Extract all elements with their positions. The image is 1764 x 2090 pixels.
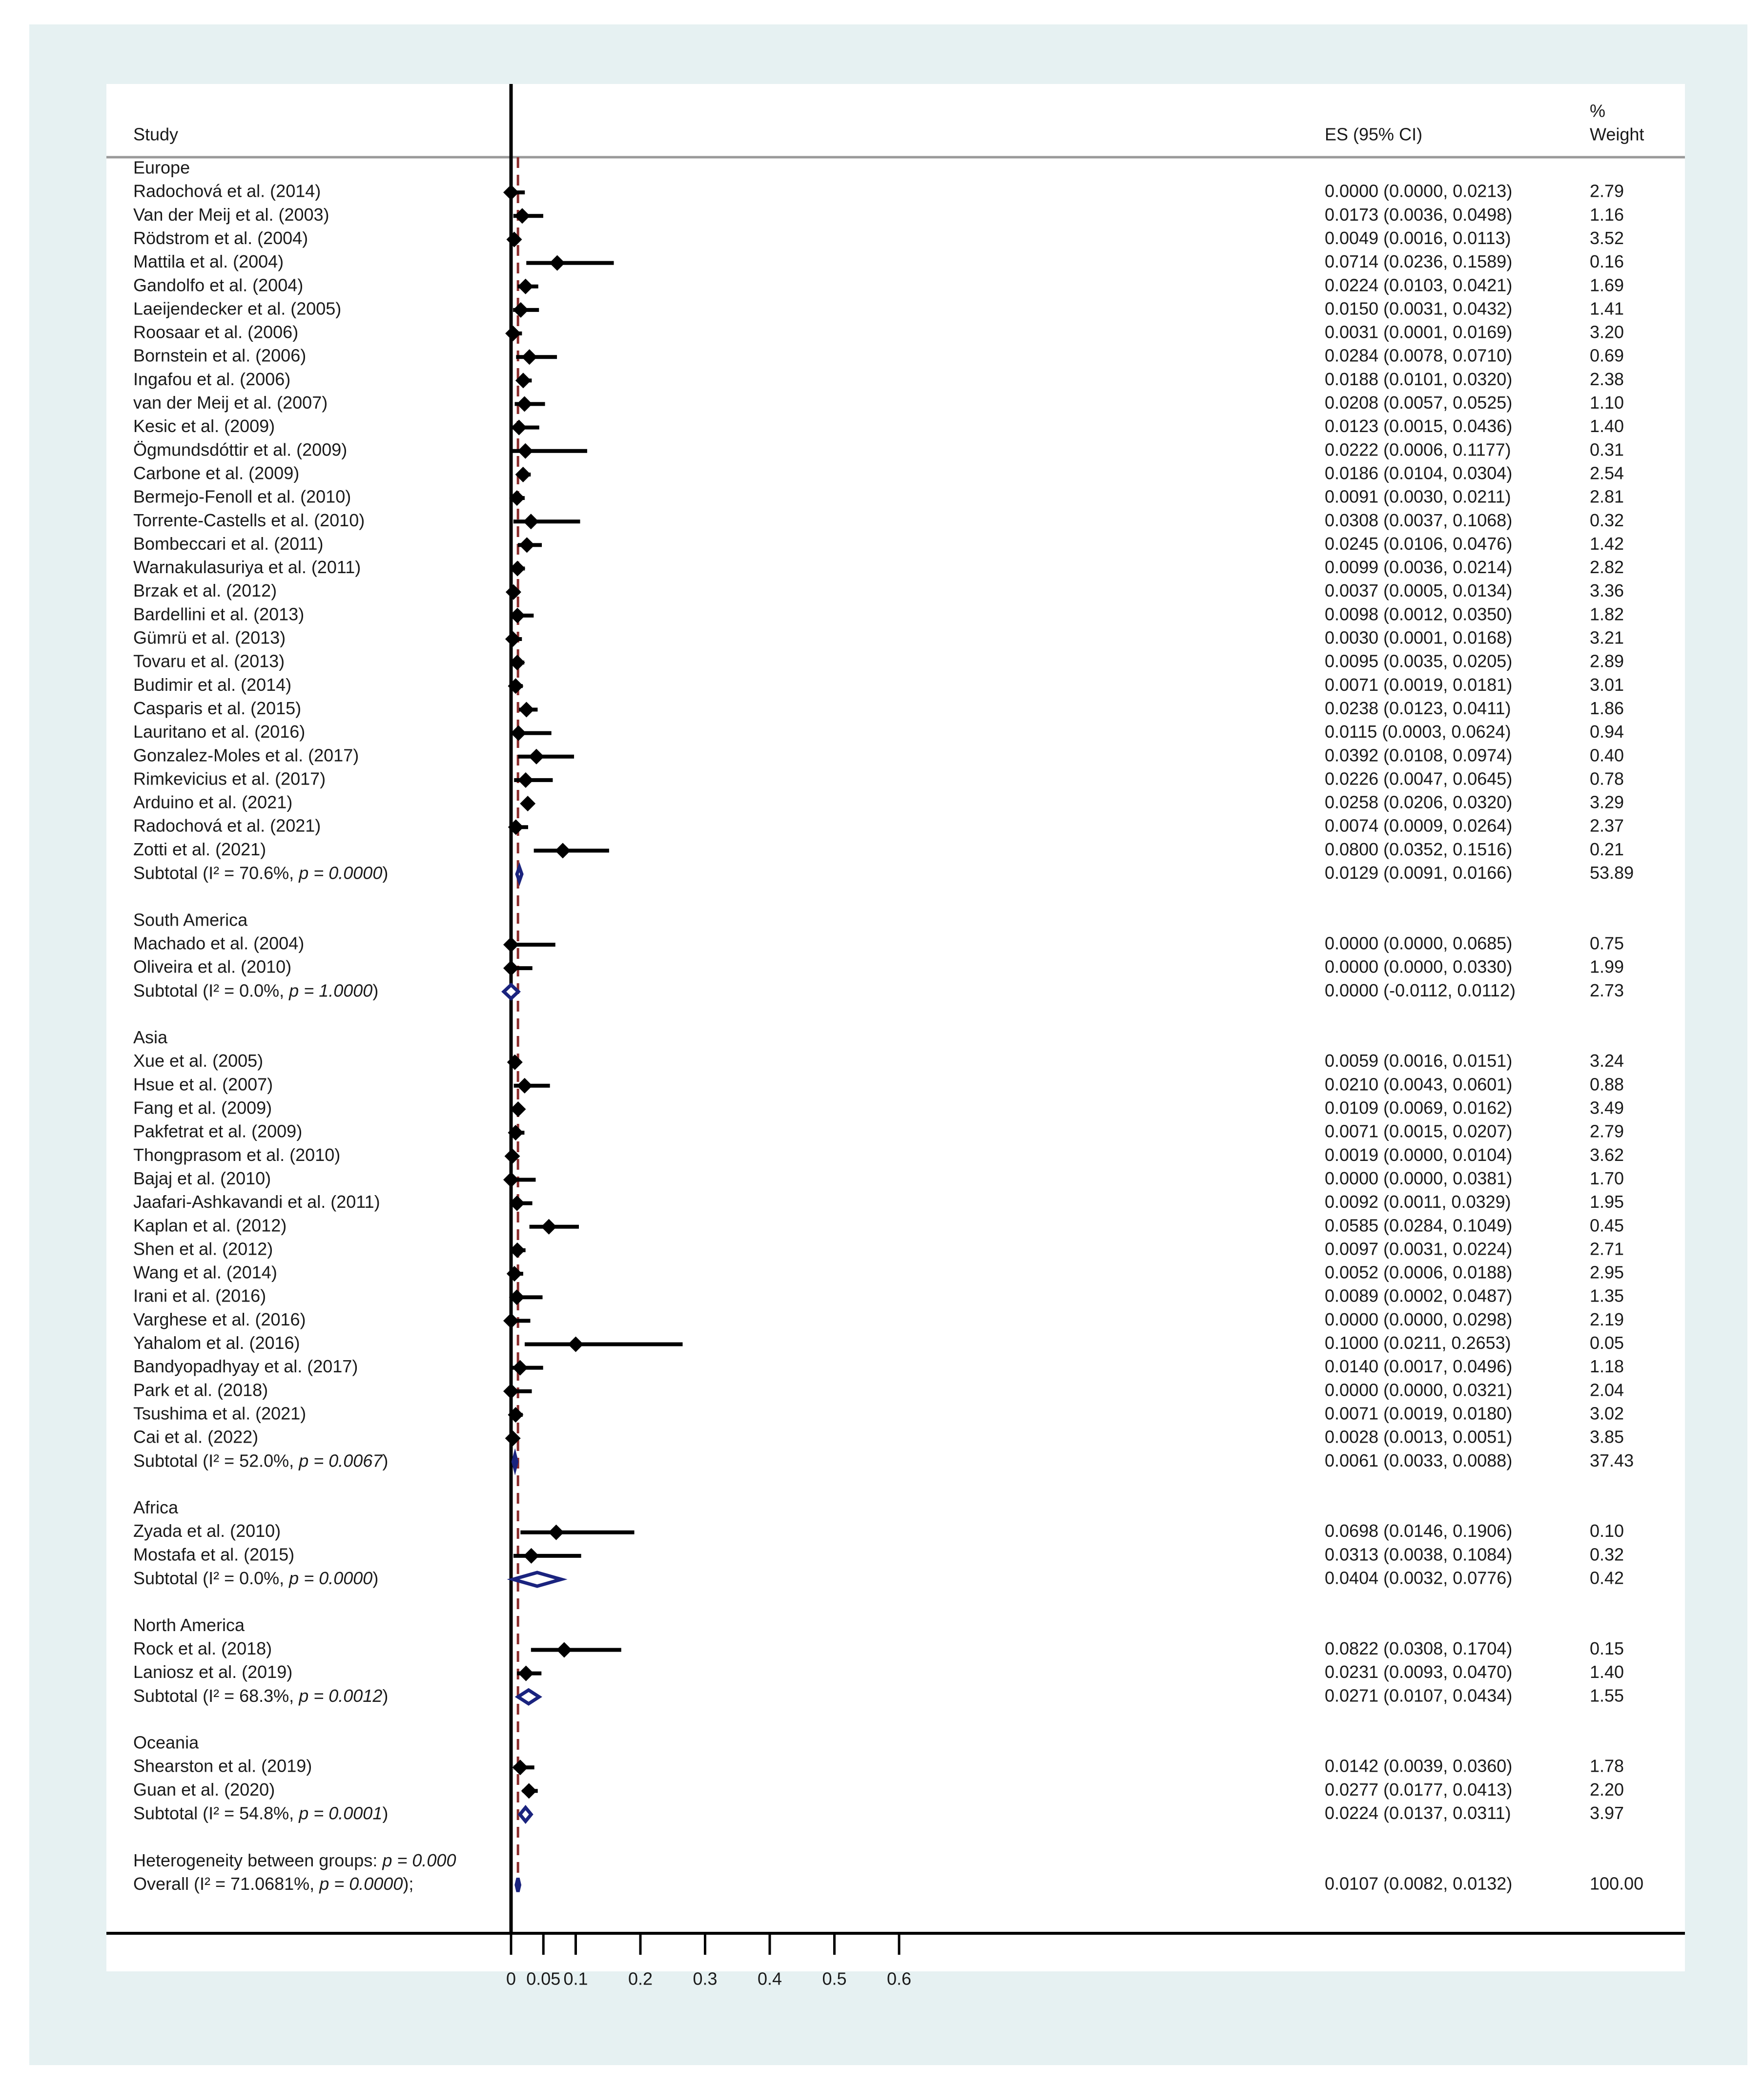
- study-es-ci: 0.0059 (0.0016, 0.0151): [1325, 1051, 1513, 1071]
- study-label: Jaafari-Ashkavandi et al. (2011): [133, 1192, 380, 1212]
- study-label: Yahalom et al. (2016): [133, 1333, 300, 1353]
- study-label: Fang et al. (2009): [133, 1097, 272, 1118]
- study-es-ci: 0.1000 (0.0211, 0.2653): [1325, 1333, 1511, 1353]
- study-label: Torrente-Castells et al. (2010): [133, 510, 365, 530]
- study-es-ci: 0.0099 (0.0036, 0.0214): [1325, 557, 1513, 578]
- study-label: Shen et al. (2012): [133, 1239, 273, 1259]
- subtotal-weight-0: 53.89: [1590, 863, 1634, 883]
- study-weight: 1.35: [1590, 1285, 1624, 1306]
- study-es-ci: 0.0208 (0.0057, 0.0525): [1325, 393, 1513, 413]
- study-es-ci: 0.0092 (0.0011, 0.0329): [1325, 1192, 1511, 1212]
- study-es-ci: 0.0224 (0.0103, 0.0421): [1325, 275, 1513, 295]
- x-tick-label-5: 0.4: [757, 1968, 782, 1989]
- study-weight: 3.20: [1590, 322, 1624, 342]
- study-label: Ögmundsdóttir et al. (2009): [133, 439, 348, 460]
- subtotal-es-ci-1: 0.0000 (-0.0112, 0.0112): [1325, 980, 1516, 1000]
- x-tick-label-3: 0.2: [628, 1968, 653, 1989]
- study-es-ci: 0.0284 (0.0078, 0.0710): [1325, 345, 1513, 366]
- study-weight: 1.99: [1590, 956, 1624, 977]
- study-weight: 3.85: [1590, 1427, 1624, 1447]
- study-label: van der Meij et al. (2007): [133, 393, 328, 413]
- study-label: Bardellini et al. (2013): [133, 604, 305, 624]
- study-es-ci: 0.0258 (0.0206, 0.0320): [1325, 792, 1513, 812]
- study-es-ci: 0.0031 (0.0001, 0.0169): [1325, 322, 1513, 342]
- study-weight: 2.37: [1590, 815, 1624, 836]
- study-es-ci: 0.0000 (0.0000, 0.0321): [1325, 1380, 1513, 1400]
- study-weight: 0.78: [1590, 768, 1624, 789]
- study-weight: 1.40: [1590, 1662, 1624, 1682]
- study-weight: 1.40: [1590, 416, 1624, 436]
- study-es-ci: 0.0074 (0.0009, 0.0264): [1325, 815, 1513, 836]
- study-weight: 3.49: [1590, 1097, 1624, 1118]
- overall-weight: 100.00: [1590, 1873, 1644, 1894]
- study-column-header: Study: [133, 124, 179, 145]
- study-label: Xue et al. (2005): [133, 1051, 264, 1071]
- study-weight: 3.29: [1590, 792, 1624, 812]
- subtotal-diamond-2: [513, 1455, 516, 1469]
- study-weight: 1.10: [1590, 393, 1624, 413]
- subtotal-weight-2: 37.43: [1590, 1450, 1634, 1470]
- study-label: Thongprasom et al. (2010): [133, 1144, 341, 1165]
- study-label: Shearston et al. (2019): [133, 1756, 312, 1776]
- study-weight: 0.45: [1590, 1215, 1624, 1236]
- subtotal-label-4: Subtotal (I² = 68.3%, p = 0.0012): [133, 1685, 389, 1706]
- study-label: Mostafa et al. (2015): [133, 1544, 295, 1565]
- x-tick-label-1: 0.05: [526, 1968, 561, 1989]
- study-label: Mattila et al. (2004): [133, 251, 284, 272]
- study-label: Hsue et al. (2007): [133, 1074, 273, 1095]
- study-es-ci: 0.0028 (0.0013, 0.0051): [1325, 1427, 1513, 1447]
- study-label: Arduino et al. (2021): [133, 792, 293, 812]
- subtotal-weight-3: 0.42: [1590, 1568, 1624, 1588]
- study-label: Tovaru et al. (2013): [133, 651, 285, 671]
- study-weight: 1.78: [1590, 1756, 1624, 1776]
- study-weight: 3.21: [1590, 627, 1624, 648]
- study-es-ci: 0.0222 (0.0006, 0.1177): [1325, 439, 1511, 460]
- overall-es-ci: 0.0107 (0.0082, 0.0132): [1325, 1873, 1513, 1894]
- study-weight: 2.79: [1590, 1121, 1624, 1141]
- study-weight: 0.40: [1590, 745, 1624, 766]
- study-weight: 3.52: [1590, 228, 1624, 248]
- subtotal-weight-4: 1.55: [1590, 1685, 1624, 1706]
- study-es-ci: 0.0245 (0.0106, 0.0476): [1325, 533, 1513, 554]
- study-weight: 0.69: [1590, 345, 1624, 366]
- study-label: Lauritano et al. (2016): [133, 722, 306, 742]
- study-label: Radochová et al. (2021): [133, 815, 321, 836]
- study-es-ci: 0.0049 (0.0016, 0.0113): [1325, 228, 1511, 248]
- study-label: Gümrü et al. (2013): [133, 627, 286, 648]
- subtotal-es-ci-3: 0.0404 (0.0032, 0.0776): [1325, 1568, 1513, 1588]
- study-es-ci: 0.0000 (0.0000, 0.0685): [1325, 933, 1513, 953]
- study-label: Guan et al. (2020): [133, 1779, 275, 1800]
- study-weight: 2.54: [1590, 463, 1624, 483]
- subtotal-label-2: Subtotal (I² = 52.0%, p = 0.0067): [133, 1450, 389, 1470]
- study-label: Bombeccari et al. (2011): [133, 533, 324, 554]
- study-weight: 1.86: [1590, 698, 1624, 718]
- forest-plot: [29, 24, 1747, 2065]
- study-es-ci: 0.0188 (0.0101, 0.0320): [1325, 369, 1513, 389]
- x-tick-label-2: 0.1: [563, 1968, 588, 1989]
- study-label: Bandyopadhyay et al. (2017): [133, 1356, 358, 1377]
- study-es-ci: 0.0186 (0.0104, 0.0304): [1325, 463, 1513, 483]
- study-weight: 2.71: [1590, 1239, 1624, 1259]
- study-weight: 0.10: [1590, 1521, 1624, 1541]
- study-es-ci: 0.0109 (0.0069, 0.0162): [1325, 1097, 1513, 1118]
- study-label: Gonzalez-Moles et al. (2017): [133, 745, 359, 766]
- study-label: Radochová et al. (2014): [133, 181, 321, 201]
- figure-frame: [29, 24, 1747, 2065]
- subtotal-diamond-0: [517, 868, 522, 881]
- study-es-ci: 0.0238 (0.0123, 0.0411): [1325, 698, 1511, 718]
- study-label: Pakfetrat et al. (2009): [133, 1121, 303, 1141]
- study-es-ci: 0.0142 (0.0039, 0.0360): [1325, 1756, 1513, 1776]
- study-weight: 3.24: [1590, 1051, 1624, 1071]
- subtotal-weight-1: 2.73: [1590, 980, 1624, 1000]
- study-es-ci: 0.0800 (0.0352, 0.1516): [1325, 839, 1513, 859]
- study-es-ci: 0.0210 (0.0043, 0.0601): [1325, 1074, 1513, 1095]
- study-es-ci: 0.0000 (0.0000, 0.0298): [1325, 1309, 1513, 1329]
- study-weight: 1.41: [1590, 298, 1624, 319]
- subtotal-label-1: Subtotal (I² = 0.0%, p = 1.0000): [133, 980, 379, 1000]
- study-weight: 1.70: [1590, 1168, 1624, 1188]
- study-weight: 1.82: [1590, 604, 1624, 624]
- study-label: Tsushima et al. (2021): [133, 1403, 307, 1424]
- study-es-ci: 0.0097 (0.0031, 0.0224): [1325, 1239, 1513, 1259]
- study-es-ci: 0.0308 (0.0037, 0.1068): [1325, 510, 1513, 530]
- study-es-ci: 0.0313 (0.0038, 0.1084): [1325, 1544, 1513, 1565]
- study-label: Budimir et al. (2014): [133, 674, 292, 695]
- study-weight: 0.05: [1590, 1333, 1624, 1353]
- study-es-ci: 0.0123 (0.0015, 0.0436): [1325, 416, 1513, 436]
- study-label: Ingafou et al. (2006): [133, 369, 291, 389]
- study-weight: 1.42: [1590, 533, 1624, 554]
- study-es-ci: 0.0000 (0.0000, 0.0330): [1325, 956, 1513, 977]
- study-label: Laniosz et al. (2019): [133, 1662, 293, 1682]
- study-weight: 1.69: [1590, 275, 1624, 295]
- study-label: Carbone et al. (2009): [133, 463, 300, 483]
- study-label: Rödstrom et al. (2004): [133, 228, 308, 248]
- study-weight: 0.88: [1590, 1074, 1624, 1095]
- overall-diamond: [516, 1878, 520, 1892]
- study-es-ci: 0.0089 (0.0002, 0.0487): [1325, 1285, 1513, 1306]
- study-es-ci: 0.0714 (0.0236, 0.1589): [1325, 251, 1513, 272]
- study-es-ci: 0.0585 (0.0284, 0.1049): [1325, 1215, 1513, 1236]
- x-tick-label-7: 0.6: [886, 1968, 912, 1989]
- study-weight: 2.20: [1590, 1779, 1624, 1800]
- study-weight: 0.75: [1590, 933, 1624, 953]
- study-es-ci: 0.0095 (0.0035, 0.0205): [1325, 651, 1513, 671]
- study-weight: 2.19: [1590, 1309, 1624, 1329]
- study-label: Kesic et al. (2009): [133, 416, 275, 436]
- study-es-ci: 0.0091 (0.0030, 0.0211): [1325, 486, 1511, 507]
- study-es-ci: 0.0698 (0.0146, 0.1906): [1325, 1521, 1513, 1541]
- subtotal-weight-5: 3.97: [1590, 1803, 1624, 1823]
- study-es-ci: 0.0000 (0.0000, 0.0213): [1325, 181, 1513, 201]
- study-es-ci: 0.0150 (0.0031, 0.0432): [1325, 298, 1513, 319]
- study-label: Machado et al. (2004): [133, 933, 305, 953]
- study-es-ci: 0.0226 (0.0047, 0.0645): [1325, 768, 1513, 789]
- study-weight: 2.04: [1590, 1380, 1624, 1400]
- study-label: Roosaar et al. (2006): [133, 322, 299, 342]
- study-weight: 0.15: [1590, 1638, 1624, 1658]
- study-es-ci: 0.0000 (0.0000, 0.0381): [1325, 1168, 1513, 1188]
- study-es-ci: 0.0071 (0.0015, 0.0207): [1325, 1121, 1513, 1141]
- study-label: Irani et al. (2016): [133, 1285, 267, 1306]
- study-weight: 3.02: [1590, 1403, 1624, 1424]
- x-tick-label-0: 0: [506, 1968, 516, 1989]
- study-label: Park et al. (2018): [133, 1380, 268, 1400]
- subtotal-es-ci-5: 0.0224 (0.0137, 0.0311): [1325, 1803, 1511, 1823]
- study-weight: 2.81: [1590, 486, 1624, 507]
- study-label: Gandolfo et al. (2004): [133, 275, 304, 295]
- study-es-ci: 0.0392 (0.0108, 0.0974): [1325, 745, 1513, 766]
- group-heading-5: Oceania: [133, 1732, 199, 1753]
- study-weight: 0.32: [1590, 510, 1624, 530]
- study-label: Rock et al. (2018): [133, 1638, 272, 1658]
- group-heading-2: Asia: [133, 1027, 168, 1048]
- study-label: Cai et al. (2022): [133, 1427, 259, 1447]
- weight-column-header-line1: %: [1590, 101, 1606, 121]
- study-es-ci: 0.0140 (0.0017, 0.0496): [1325, 1356, 1513, 1377]
- study-label: Bajaj et al. (2010): [133, 1168, 271, 1188]
- study-label: Bermejo-Fenoll et al. (2010): [133, 486, 351, 507]
- study-label: Warnakulasuriya et al. (2011): [133, 557, 361, 578]
- study-label: Kaplan et al. (2012): [133, 1215, 287, 1236]
- es-column-header: ES (95% CI): [1325, 124, 1423, 145]
- study-es-ci: 0.0019 (0.0000, 0.0104): [1325, 1144, 1513, 1165]
- study-weight: 2.82: [1590, 557, 1624, 578]
- study-weight: 2.79: [1590, 181, 1624, 201]
- study-label: Laeijendecker et al. (2005): [133, 298, 342, 319]
- study-label: Brzak et al. (2012): [133, 580, 277, 601]
- study-weight: 1.16: [1590, 204, 1624, 225]
- subtotal-label-5: Subtotal (I² = 54.8%, p = 0.0001): [133, 1803, 389, 1823]
- study-es-ci: 0.0052 (0.0006, 0.0188): [1325, 1262, 1513, 1283]
- study-label: Bornstein et al. (2006): [133, 345, 307, 366]
- study-weight: 2.89: [1590, 651, 1624, 671]
- study-weight: 0.31: [1590, 439, 1624, 460]
- study-es-ci: 0.0173 (0.0036, 0.0498): [1325, 204, 1513, 225]
- heterogeneity-label: Heterogeneity between groups: p = 0.000: [133, 1850, 456, 1870]
- study-es-ci: 0.0071 (0.0019, 0.0181): [1325, 674, 1513, 695]
- study-label: Casparis et al. (2015): [133, 698, 302, 718]
- study-es-ci: 0.0822 (0.0308, 0.1704): [1325, 1638, 1513, 1658]
- overall-label: Overall (I² = 71.0681%, p = 0.0000);: [133, 1873, 414, 1894]
- study-label: Varghese et al. (2016): [133, 1309, 306, 1329]
- study-weight: 2.95: [1590, 1262, 1624, 1283]
- weight-column-header-line2: Weight: [1590, 124, 1644, 145]
- study-label: Zotti et al. (2021): [133, 839, 267, 859]
- study-weight: 0.16: [1590, 251, 1624, 272]
- study-es-ci: 0.0037 (0.0005, 0.0134): [1325, 580, 1513, 601]
- study-es-ci: 0.0115 (0.0003, 0.0624): [1325, 722, 1511, 742]
- study-weight: 0.21: [1590, 839, 1624, 859]
- study-label: Van der Meij et al. (2003): [133, 204, 329, 225]
- study-label: Oliveira et al. (2010): [133, 956, 292, 977]
- group-heading-0: Europe: [133, 157, 190, 178]
- subtotal-es-ci-0: 0.0129 (0.0091, 0.0166): [1325, 863, 1513, 883]
- study-label: Zyada et al. (2010): [133, 1521, 281, 1541]
- study-weight: 2.38: [1590, 369, 1624, 389]
- group-heading-3: Africa: [133, 1497, 179, 1518]
- study-label: Wang et al. (2014): [133, 1262, 277, 1283]
- study-label: Rimkevicius et al. (2017): [133, 768, 326, 789]
- study-weight: 0.32: [1590, 1544, 1624, 1565]
- subtotal-es-ci-4: 0.0271 (0.0107, 0.0434): [1325, 1685, 1513, 1706]
- subtotal-label-3: Subtotal (I² = 0.0%, p = 0.0000): [133, 1568, 379, 1588]
- x-tick-label-4: 0.3: [693, 1968, 718, 1989]
- group-heading-1: South America: [133, 910, 248, 930]
- study-es-ci: 0.0071 (0.0019, 0.0180): [1325, 1403, 1513, 1424]
- study-weight: 1.95: [1590, 1192, 1624, 1212]
- x-tick-label-6: 0.5: [822, 1968, 847, 1989]
- subtotal-es-ci-2: 0.0061 (0.0033, 0.0088): [1325, 1450, 1513, 1470]
- study-weight: 1.18: [1590, 1356, 1624, 1377]
- study-weight: 3.01: [1590, 674, 1624, 695]
- group-heading-4: North America: [133, 1614, 245, 1635]
- study-weight: 0.94: [1590, 722, 1624, 742]
- study-es-ci: 0.0231 (0.0093, 0.0470): [1325, 1662, 1513, 1682]
- study-weight: 3.36: [1590, 580, 1624, 601]
- subtotal-label-0: Subtotal (I² = 70.6%, p = 0.0000): [133, 863, 389, 883]
- study-es-ci: 0.0030 (0.0001, 0.0168): [1325, 627, 1513, 648]
- study-weight: 3.62: [1590, 1144, 1624, 1165]
- study-es-ci: 0.0277 (0.0177, 0.0413): [1325, 1779, 1513, 1800]
- study-es-ci: 0.0098 (0.0012, 0.0350): [1325, 604, 1513, 624]
